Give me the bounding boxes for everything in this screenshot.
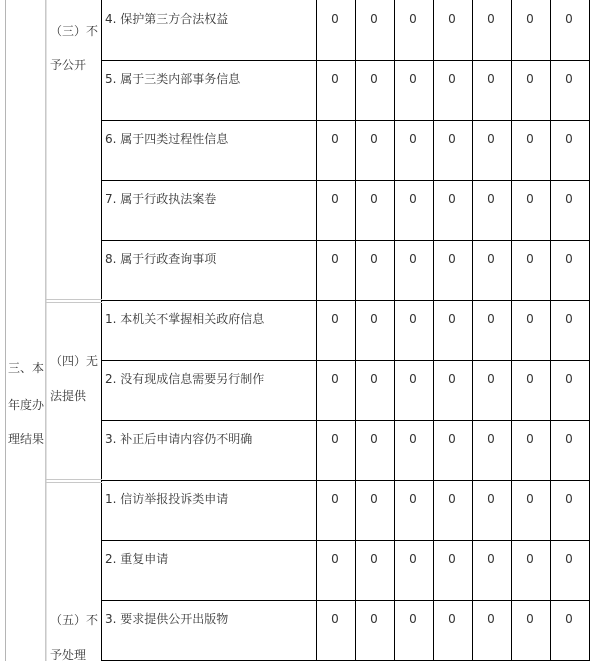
row-value-cell: 0 — [370, 132, 378, 146]
row-label: 6. 属于四类过程性信息 — [105, 132, 229, 146]
row-divider — [101, 120, 590, 121]
row-value-cell: 0 — [448, 132, 456, 146]
row-value-cell: 0 — [448, 192, 456, 206]
row-value-cell: 0 — [565, 132, 573, 146]
row-label: 8. 属于行政查询事项 — [105, 252, 217, 266]
row-value-cell: 0 — [565, 12, 573, 26]
row-value-cell: 0 — [370, 12, 378, 26]
group-separator-bottom-a — [45, 479, 102, 480]
column-divider-7 — [550, 0, 551, 661]
row-value-cell: 0 — [487, 612, 495, 626]
row-value-cell: 0 — [331, 492, 339, 506]
row-value-cell: 0 — [487, 192, 495, 206]
row-value-cell: 0 — [409, 432, 417, 446]
row-value-cell: 0 — [331, 12, 339, 26]
row-value-cell: 0 — [409, 72, 417, 86]
row-label: 1. 信访举报投诉类申请 — [105, 492, 229, 506]
row-value-cell: 0 — [565, 432, 573, 446]
group-separator-top-b — [45, 302, 102, 303]
row-value-cell: 0 — [487, 312, 495, 326]
section-label-line-3: 理结果 — [8, 432, 45, 446]
row-value-cell: 0 — [448, 612, 456, 626]
row-value-cell: 0 — [448, 252, 456, 266]
label-column-divider — [101, 0, 102, 661]
row-value-cell: 0 — [409, 552, 417, 566]
row-value-cell: 0 — [331, 372, 339, 386]
group-separator-bottom-b — [45, 482, 102, 483]
row-value-cell: 0 — [370, 252, 378, 266]
group-4-label-line-2: 法提供 — [50, 389, 87, 403]
row-value-cell: 0 — [487, 552, 495, 566]
group-4-label-line-1: （四）无 — [50, 354, 99, 368]
row-value-cell: 0 — [331, 132, 339, 146]
row-value-cell: 0 — [565, 192, 573, 206]
group-3-label-line-1: （三）不 — [50, 24, 99, 38]
column-divider-4 — [433, 0, 434, 661]
table-border-left — [5, 0, 6, 661]
row-value-cell: 0 — [370, 492, 378, 506]
group-separator-top-a — [45, 299, 102, 300]
row-value-cell: 0 — [409, 192, 417, 206]
row-value-cell: 0 — [448, 72, 456, 86]
row-value-cell: 0 — [487, 252, 495, 266]
row-value-cell: 0 — [526, 252, 534, 266]
row-value-cell: 0 — [487, 492, 495, 506]
row-value-cell: 0 — [409, 492, 417, 506]
row-divider — [101, 420, 590, 421]
row-divider — [101, 540, 590, 541]
row-value-cell: 0 — [331, 612, 339, 626]
row-value-cell: 0 — [448, 312, 456, 326]
row-label: 4. 保护第三方合法权益 — [105, 12, 229, 26]
row-value-cell: 0 — [526, 12, 534, 26]
group-divider — [46, 0, 47, 661]
row-value-cell: 0 — [487, 372, 495, 386]
section-label-line-1: 三、本 — [8, 361, 45, 375]
column-divider-3 — [394, 0, 395, 661]
row-value-cell: 0 — [526, 552, 534, 566]
column-divider-5 — [472, 0, 473, 661]
row-divider — [101, 600, 590, 601]
row-divider — [101, 180, 590, 181]
row-value-cell: 0 — [409, 132, 417, 146]
row-value-cell: 0 — [409, 612, 417, 626]
section-label-line-2: 年度办 — [8, 398, 45, 412]
row-value-cell: 0 — [370, 432, 378, 446]
row-value-cell: 0 — [565, 492, 573, 506]
group-3-label-line-2: 予公开 — [50, 58, 87, 72]
row-value-cell: 0 — [526, 192, 534, 206]
row-value-cell: 0 — [448, 552, 456, 566]
row-label: 7. 属于行政执法案卷 — [105, 192, 217, 206]
row-divider — [101, 480, 590, 481]
row-value-cell: 0 — [409, 312, 417, 326]
row-divider — [101, 300, 590, 301]
column-divider-2 — [355, 0, 356, 661]
row-label: 3. 要求提供公开出版物 — [105, 612, 229, 626]
row-label: 5. 属于三类内部事务信息 — [105, 72, 241, 86]
row-divider — [101, 240, 590, 241]
row-value-cell: 0 — [526, 132, 534, 146]
row-value-cell: 0 — [409, 252, 417, 266]
row-value-cell: 0 — [565, 552, 573, 566]
row-value-cell: 0 — [565, 612, 573, 626]
row-value-cell: 0 — [487, 72, 495, 86]
row-value-cell: 0 — [487, 12, 495, 26]
group-5-label-line-2: 予处理 — [50, 648, 87, 662]
row-value-cell: 0 — [409, 12, 417, 26]
row-value-cell: 0 — [526, 312, 534, 326]
row-value-cell: 0 — [448, 492, 456, 506]
row-value-cell: 0 — [409, 372, 417, 386]
row-value-cell: 0 — [370, 312, 378, 326]
row-value-cell: 0 — [487, 132, 495, 146]
row-value-cell: 0 — [370, 612, 378, 626]
row-value-cell: 0 — [526, 612, 534, 626]
row-value-cell: 0 — [331, 552, 339, 566]
row-value-cell: 0 — [370, 192, 378, 206]
row-label: 2. 重复申请 — [105, 552, 169, 566]
row-value-cell: 0 — [526, 372, 534, 386]
row-value-cell: 0 — [331, 252, 339, 266]
row-label: 2. 没有现成信息需要另行制作 — [105, 372, 265, 386]
row-value-cell: 0 — [331, 312, 339, 326]
row-value-cell: 0 — [526, 492, 534, 506]
table-border-right — [589, 0, 590, 661]
row-value-cell: 0 — [526, 432, 534, 446]
row-label: 1. 本机关不掌握相关政府信息 — [105, 312, 265, 326]
row-value-cell: 0 — [448, 12, 456, 26]
row-value-cell: 0 — [331, 432, 339, 446]
row-value-cell: 0 — [565, 372, 573, 386]
row-divider — [101, 60, 590, 61]
row-value-cell: 0 — [370, 552, 378, 566]
column-divider-1 — [316, 0, 317, 661]
group-5-label-line-1: （五）不 — [50, 613, 99, 627]
row-value-cell: 0 — [565, 252, 573, 266]
row-value-cell: 0 — [448, 372, 456, 386]
row-value-cell: 0 — [526, 72, 534, 86]
row-value-cell: 0 — [331, 192, 339, 206]
row-value-cell: 0 — [370, 372, 378, 386]
column-divider-6 — [511, 0, 512, 661]
row-value-cell: 0 — [565, 72, 573, 86]
row-value-cell: 0 — [487, 432, 495, 446]
row-label: 3. 补正后申请内容仍不明确 — [105, 432, 253, 446]
row-value-cell: 0 — [370, 72, 378, 86]
row-value-cell: 0 — [331, 72, 339, 86]
row-value-cell: 0 — [448, 432, 456, 446]
row-divider — [101, 360, 590, 361]
row-value-cell: 0 — [565, 312, 573, 326]
